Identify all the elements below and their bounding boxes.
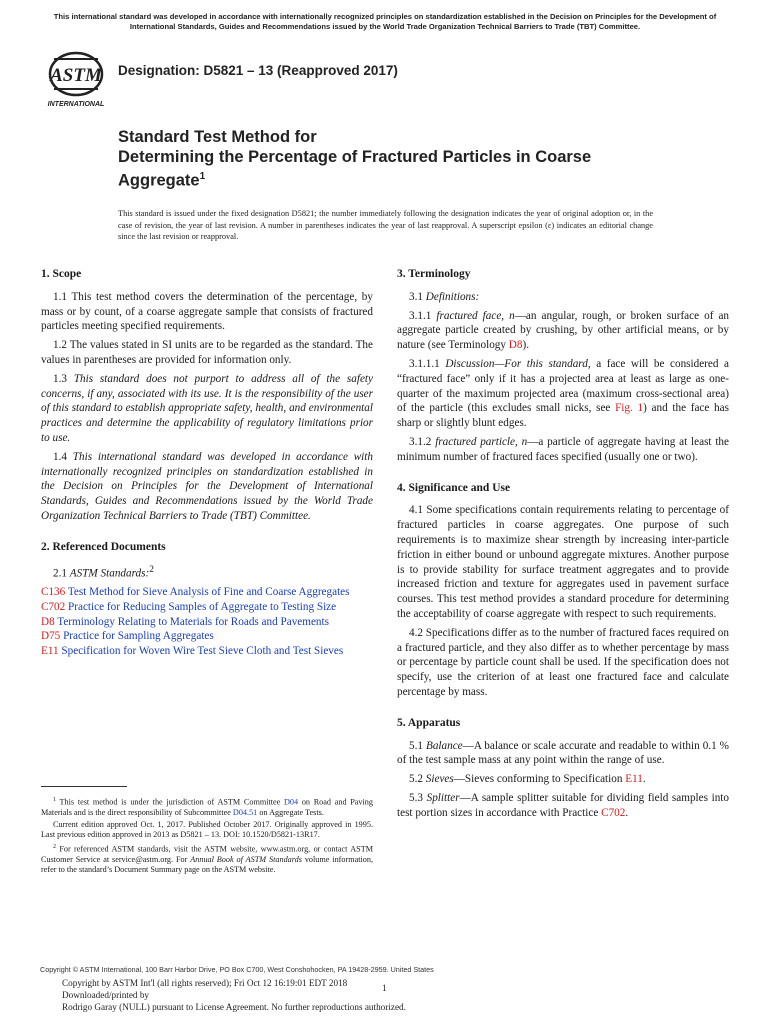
licensee-line-3: Rodrigo Garay (NULL) pursuant to License Agreement. No further reproductions authorized.	[62, 1001, 406, 1012]
astm-logo-graphic	[40, 50, 112, 110]
reference-title-link[interactable]: Terminology Relating to Materials for Roads and Pavements	[54, 615, 329, 628]
designation: Designation: D5821 – 13 (Reapproved 2017)	[118, 63, 398, 78]
right-column	[397, 267, 729, 825]
licensee-line-1: Copyright by ASTM Int'l (all rights reserved); Fri Oct 12 16:19:01 EDT 2018	[62, 978, 348, 988]
page-number: 1	[382, 983, 387, 993]
logo-subtext: INTERNATIONAL	[47, 101, 105, 108]
left-column	[41, 267, 373, 659]
paragraph-3-1-1: 3.1.1 fractured face, n—an angular, rough, or broken surface of an aggregate particle created by crushing, by other artificial means, or by nature (see Terminology D8).	[397, 309, 730, 352]
footnote-1: $^1$ This test method is under the jurisdiction of ASTM Committee D04 on Road and Paving Materials and is the direct responsibility of Subcommittee D04.51 on Aggregate Tests.	[41, 797, 373, 818]
footnote-1-edition: Current edition approved Oct. 1, 2017. Published October 2017. Originally approved in 1995. Last previous edition approved in 2013 as D5821 – 13. DOI: 10.1520/D5821-13R17.	[41, 819, 373, 840]
reference-code-link[interactable]: C136	[41, 586, 66, 599]
tbt-notice: This international standard was developed in accordance with internationally recognized principles on standardization established in the Decision on Principles for the Development of International Standards, Guides and Recommendations issued by the World Trade Organization Technical Barriers to Trade (TBT) Committee.	[53, 12, 717, 31]
title-line-3: Aggregate$^1$	[118, 171, 206, 190]
footnote-link-2[interactable]: 2	[149, 564, 154, 575]
logo-text: ASTM	[50, 65, 102, 86]
reference-item[interactable]	[41, 629, 373, 644]
paragraph-5-3: 5.3 Splitter—A sample splitter suitable for dividing field samples into test portion sizes in accordance with Practice C702.	[397, 791, 729, 819]
paragraph-4-2: 4.2 Specifications differ as to the number of fractured faces required on a fractured particle, and they also differ as to whether percentage by mass or percentage by particle count shall be used. If the specification does not specify, use the criterion of at least one fractured face and calculate percentage by mass.	[397, 626, 729, 698]
paragraph-3-1-1-1: 3.1.1.1 Discussion—For this standard, a face will be considered a “fractured face” only if it has a projected area at least as large as one-quarter of the maximum projected area (maximum cross-sectional area) of the particle (this excludes small nicks, see Fig. 1) and the face has sharp or slightly blunt edges.	[397, 357, 730, 430]
paragraph-2-1: 2.1 ASTM Standards:$^2$	[53, 564, 154, 580]
paragraph-1-2: 1.2 The values stated in SI units are to be regarded as the standard. The values in parentheses are provided for information only.	[41, 339, 373, 366]
footnotes	[41, 795, 373, 877]
footnote-2: $^2$ For referenced ASTM standards, visit the ASTM website, www.astm.org, or contact ASTM Customer Service at service@astm.org. For Annual Book of ASTM Standards volume information, refer to the standard’s Document Summary page on the ASTM website.	[41, 843, 374, 875]
paragraph-5-2: 5.2 Sieves—Sieves conforming to Specification E11.	[409, 773, 646, 786]
astm-logo	[40, 50, 112, 110]
terminology-d8-link[interactable]: D8	[508, 339, 523, 352]
paragraph-1-4: 1.4 This international standard was developed in accordance with internationally recognized principles on standardization established in the Decision on Principles for the Development of International Standards, Guides and Recommendations issued by the World Trade Organization Technical Barriers to Trade (TBT) Committee.	[41, 450, 373, 522]
licensee-info	[62, 978, 406, 1013]
section-heading-significance: 4. Significance and Use	[397, 481, 511, 494]
reference-item[interactable]	[41, 585, 373, 600]
paragraph-3-1-2: 3.1.2 fractured particle, n—a particle of aggregate having at least the minimum number of fractured faces specified (usually one or two).	[397, 435, 729, 463]
title-line-1: Standard Test Method for	[118, 128, 317, 146]
paragraph-5-1: 5.1 Balance—A balance or scale accurate and readable to within 0.1 % of the test sample mass at any point within the range of use.	[397, 739, 729, 767]
paragraph-4-1: 4.1 Some specifications contain requirements relating to percentage of fractured particles in coarse aggregates. One purpose of such requirements is to maximize shear strength by increasing inter-particle friction in either bound or unbound aggregate mixtures. Another purpose is to provide stability for surface treatment aggregates and to provide increased friction and texture for aggregates used in pavement surface courses. This test method provides a standard procedure for determining the acceptability of coarse aggregate with respect to such requirements.	[397, 504, 729, 620]
reference-title-link[interactable]: Specification for Woven Wire Test Sieve Cloth and Test Sieves	[58, 645, 344, 658]
copyright-notice: Copyright © ASTM International, 100 Barr Harbor Drive, PO Box C700, West Conshohocken, PA 19428-2959. United States	[40, 965, 434, 974]
committee-d04-link[interactable]: D04	[284, 797, 299, 807]
subcommittee-d0451-link[interactable]: D04.51	[232, 808, 258, 818]
reference-item[interactable]	[41, 644, 373, 659]
section-heading-referenced-documents: 2. Referenced Documents	[41, 540, 166, 553]
reference-title-link[interactable]: Practice for Reducing Samples of Aggregate to Testing Size	[65, 600, 337, 613]
reference-item[interactable]	[41, 615, 373, 630]
paragraph-3-1: 3.1 Definitions:	[409, 290, 480, 303]
section-heading-terminology: 3. Terminology	[397, 268, 471, 280]
paragraph-1-1: 1.1 This test method covers the determination of the percentage, by mass or by count, of a coarse aggregate sample that consists of fractured particles meeting specified requirements.	[41, 290, 373, 333]
document-title	[118, 127, 678, 191]
section-heading-apparatus: 5. Apparatus	[397, 716, 461, 729]
specification-e11-link[interactable]: E11	[625, 773, 643, 786]
paragraph-1-3: 1.3 This standard does not purport to address all of the safety concerns, if any, associated with its use. It is the responsibility of the user of this standard to establish appropriate safety, health, and environmental practices and determine the applicability of regulatory limitations prior to use.	[41, 372, 374, 444]
figure-1-link[interactable]: Fig. 1	[615, 402, 644, 415]
reference-code-link[interactable]: E11	[41, 645, 59, 658]
practice-c702-link[interactable]: C702	[601, 806, 626, 819]
title-footnote-link[interactable]: 1	[199, 171, 206, 182]
licensee-line-2: Downloaded/printed by	[62, 989, 150, 1000]
reference-title-link[interactable]: Practice for Sampling Aggregates	[60, 630, 214, 643]
reference-code-link[interactable]: D75	[41, 630, 61, 643]
footnote-divider	[41, 786, 127, 787]
title-line-2: Determining the Percentage of Fractured Particles in Coarse	[118, 148, 592, 166]
reference-code-link[interactable]: D8	[41, 615, 55, 628]
reference-title-link[interactable]: Test Method for Sieve Analysis of Fine and Coarse Aggregates	[65, 586, 350, 599]
issue-note: This standard is issued under the fixed designation D5821; the number immediately following the designation indicates the year of original adoption or, in the case of revision, the year of last revision. A number in parentheses indicates the year of last reapproval. A superscript epsilon (ε) indicates an editorial change since the last revision or reapproval.	[118, 209, 653, 241]
reference-code-link[interactable]: C702	[41, 600, 66, 613]
reference-item[interactable]	[41, 600, 373, 615]
section-heading-scope: 1. Scope	[41, 268, 82, 280]
